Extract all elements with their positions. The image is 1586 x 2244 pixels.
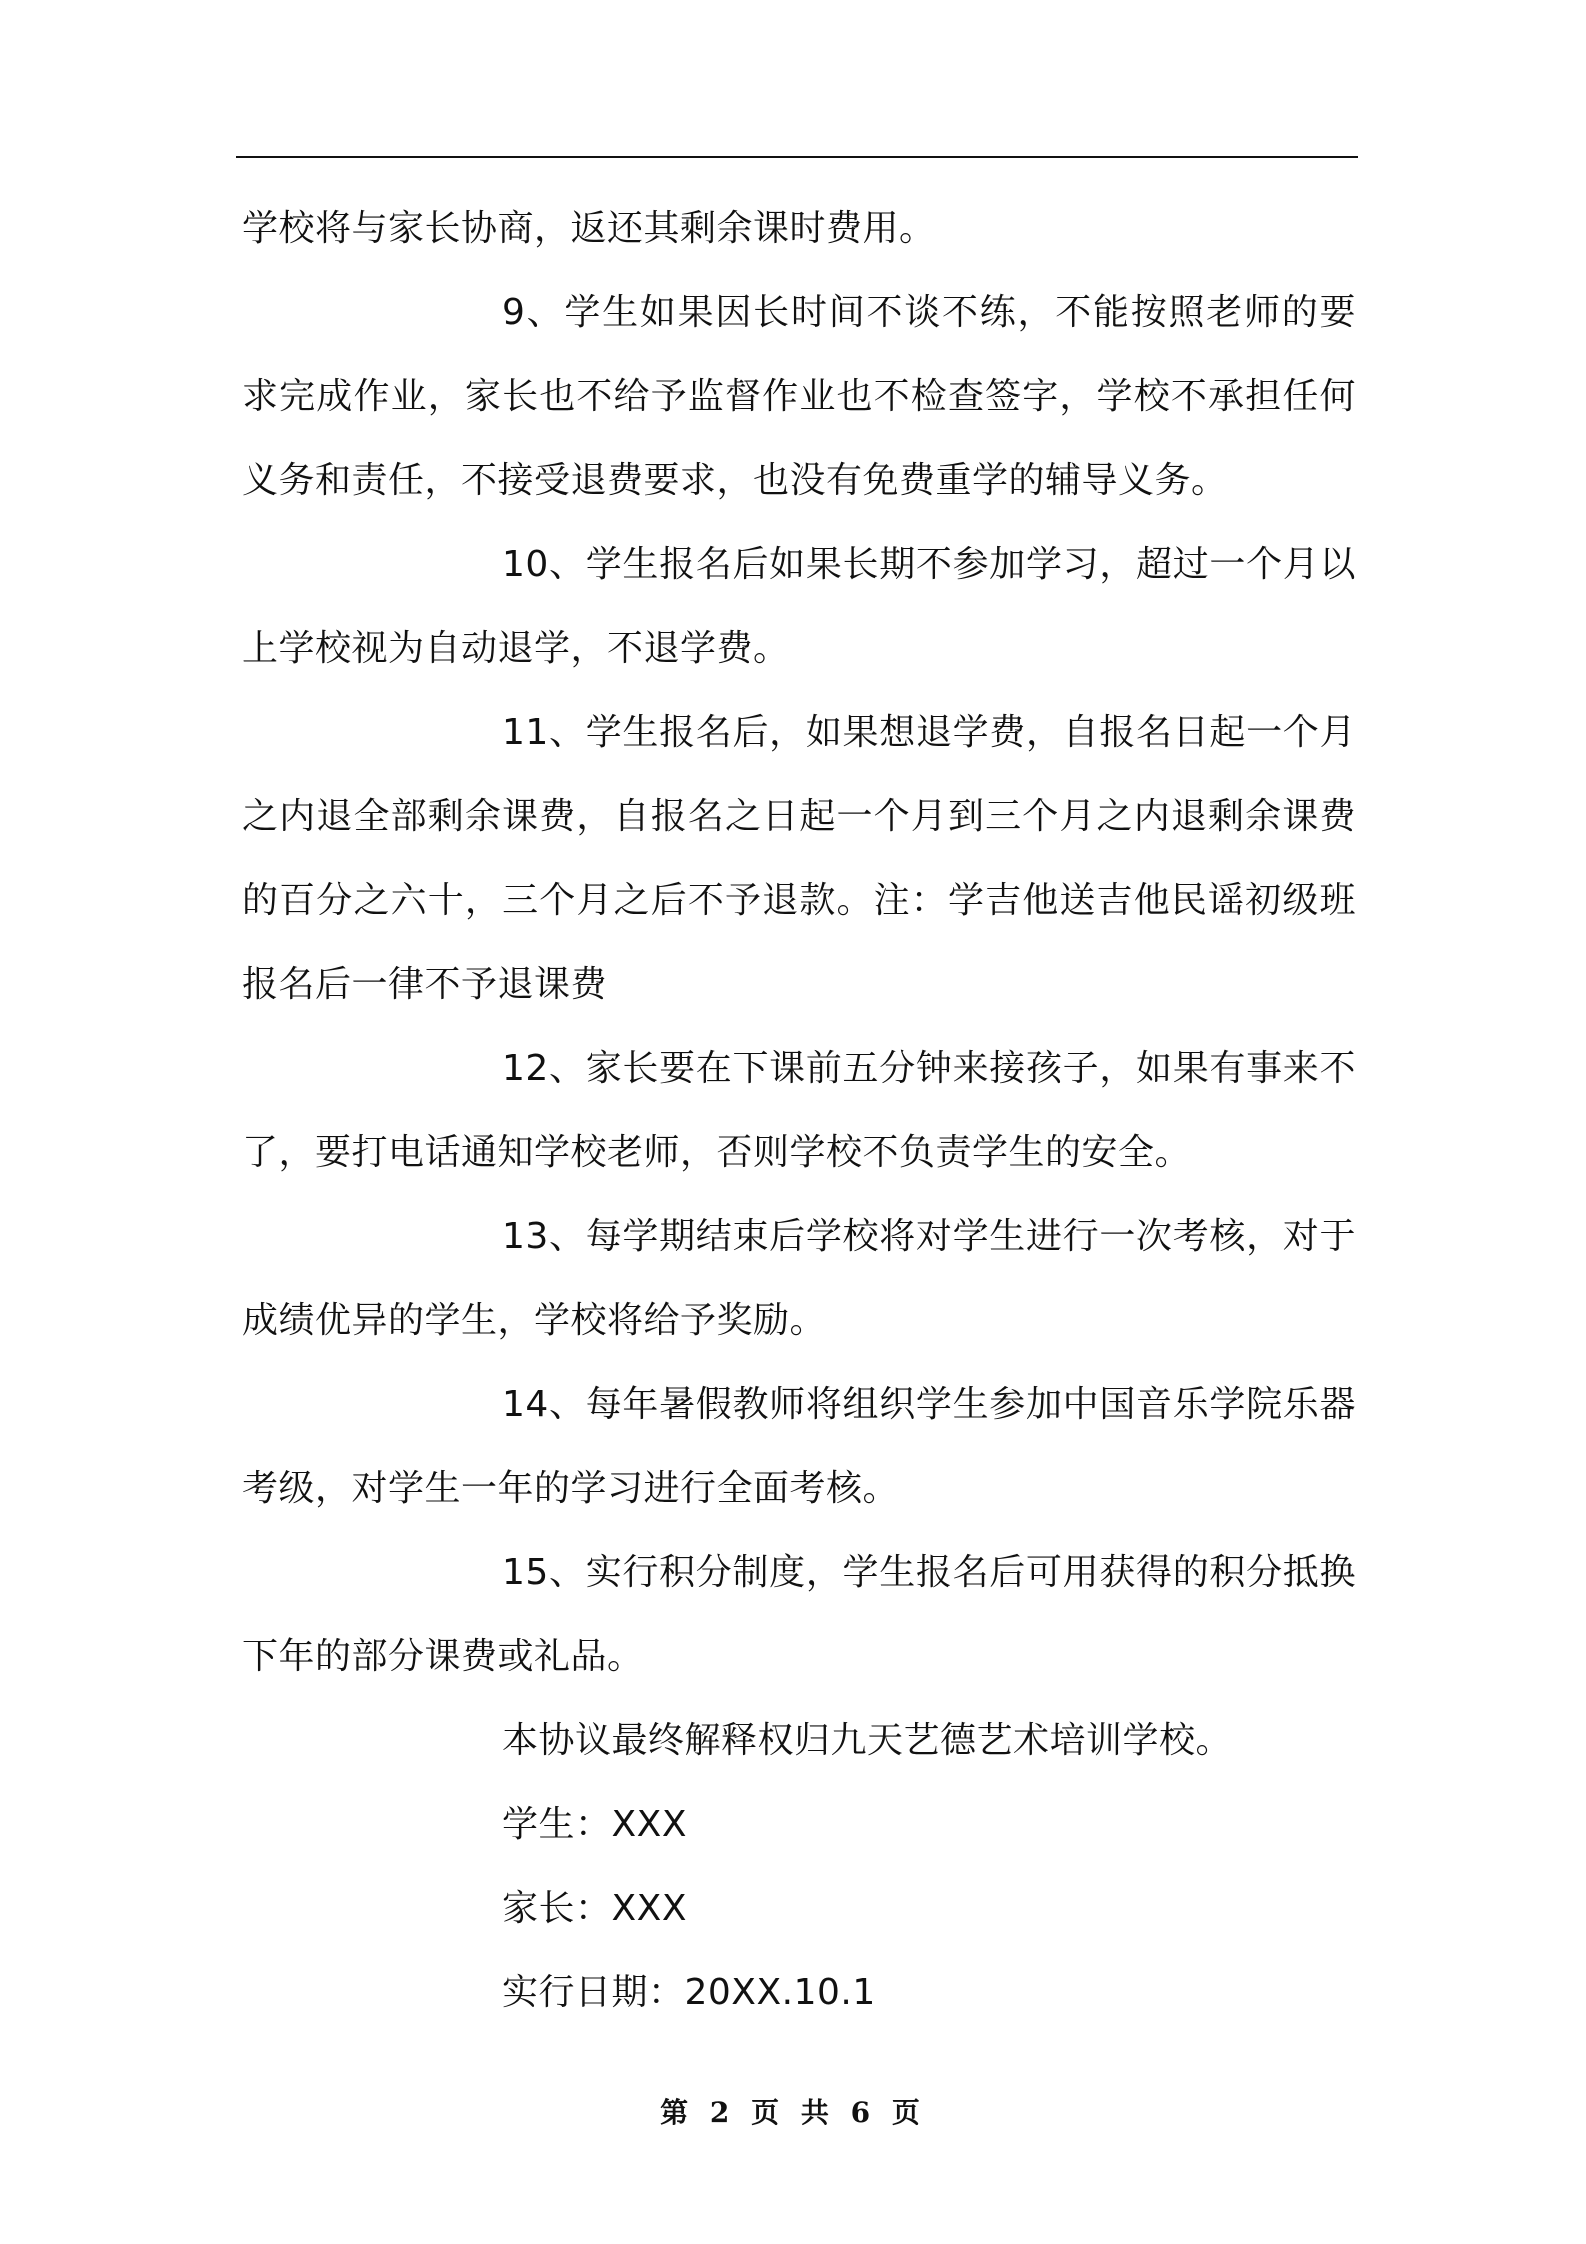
- clause-9: 9、学生如果因长时间不谈不练，不能按照老师的要求完成作业，家长也不给予监督作业也不检查签字，学校不承担任何义务和责任，不接受退费要求，也没有免费重学的辅导义务。: [242, 292, 1356, 501]
- student-signature-line: 学生：XXX: [502, 1804, 687, 1845]
- page-number-footer: 第 2 页 共 6 页: [660, 2096, 926, 2129]
- clause-12: 12、家长要在下课前五分钟来接孩子，如果有事来不了，要打电话通知学校老师，否则学校不负责学生的安全。: [242, 1048, 1356, 1173]
- document-body: [242, 187, 1356, 2035]
- effective-date-line: 实行日期：20XX.10.1: [502, 1972, 876, 2013]
- paragraph-continuation: 学校将与家长协商，返还其剩余课时费用。: [242, 208, 936, 249]
- clause-14: 14、每年暑假教师将组织学生参加中国音乐学院乐器考级，对学生一年的学习进行全面考核。: [242, 1384, 1356, 1509]
- header-rule: [236, 156, 1358, 158]
- clause-15: 15、实行积分制度，学生报名后可用获得的积分抵换下年的部分课费或礼品。: [242, 1552, 1356, 1677]
- closing-statement: 本协议最终解释权归九天艺德艺术培训学校。: [502, 1720, 1233, 1761]
- clause-11: 11、学生报名后，如果想退学费，自报名日起一个月之内退全部剩余课费，自报名之日起一个月到三个月之内退剩余课费的百分之六十，三个月之后不予退款。注：学吉他送吉他民谣初级班报名后一律不予退课费: [242, 712, 1356, 1005]
- clause-10: 10、学生报名后如果长期不参加学习，超过一个月以上学校视为自动退学，不退学费。: [242, 544, 1356, 669]
- clause-13: 13、每学期结束后学校将对学生进行一次考核，对于成绩优异的学生，学校将给予奖励。: [242, 1216, 1356, 1341]
- parent-signature-line: 家长：XXX: [502, 1888, 687, 1929]
